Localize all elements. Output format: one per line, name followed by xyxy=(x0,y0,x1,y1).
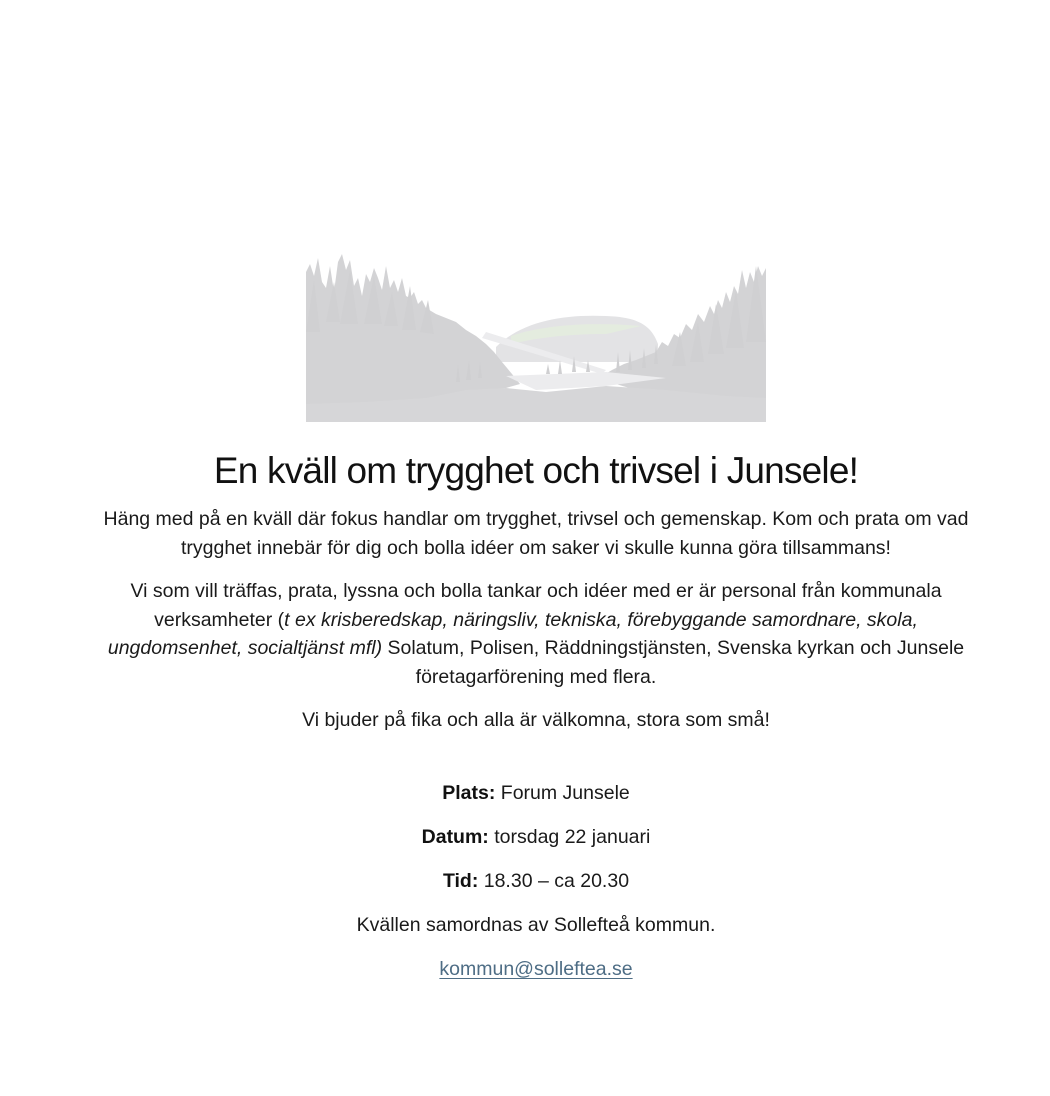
event-title: En kväll om trygghet och trivsel i Junsele! xyxy=(213,450,859,491)
time-label: Tid: xyxy=(442,870,479,892)
time-value: 18.30 – ca 20.30 xyxy=(478,870,630,892)
participants-italic-list: t ex krisberedskap, näringsliv, tekniska, förebyggande samordnare, skola, ungdomsenhet, socialtjänst mfl) xyxy=(107,608,918,659)
invite-paragraph: Vi bjuder på fika och alla är välkomna, stora som små! xyxy=(302,709,770,731)
date-line xyxy=(0,823,1050,851)
date-label: Datum: xyxy=(421,826,489,848)
intro-paragraph: Häng med på en kväll där fokus handlar om trygghet, trivsel och gemenskap. Kom och prata om vad trygghet innebär för dig och bolla idéer om saker vi skulle kunna göra tillsammans! xyxy=(103,508,969,559)
forest-landscape-illustration xyxy=(306,252,766,422)
email-line xyxy=(0,955,1050,983)
participants-paragraph xyxy=(90,577,982,691)
email-link[interactable]: kommun@solleftea.se xyxy=(439,958,633,980)
organizer-line: Kvällen samordnas av Sollefteå kommun. xyxy=(356,914,716,936)
place-value: Forum Junsele xyxy=(495,782,630,804)
date-value: torsdag 22 januari xyxy=(488,826,651,848)
place-label: Plats: xyxy=(442,782,496,804)
place-line xyxy=(0,779,1050,807)
participants-text-start: Vi som vill träffas, prata, lyssna och bolla tankar och idéer med er är personal från kommunala verksamheter ( xyxy=(130,580,942,631)
time-line xyxy=(0,867,1050,895)
participants-text-end: Solatum, Polisen, Räddningstjänsten, Svenska kyrkan och Junsele företagarförening med flera. xyxy=(382,637,965,688)
